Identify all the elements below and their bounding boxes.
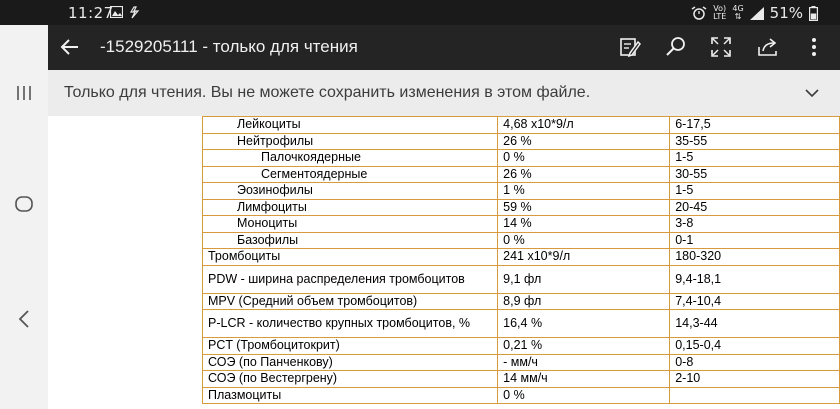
share-icon[interactable] — [756, 35, 780, 59]
test-name-cell: Эозинофилы — [203, 183, 498, 200]
test-reference-cell: 180-320 — [670, 249, 840, 266]
table-row — [203, 232, 840, 249]
more-options-icon[interactable] — [802, 35, 826, 59]
volte-label: Vo) — [713, 4, 727, 13]
test-reference-cell: 1-5 — [670, 183, 840, 200]
test-value-cell: 26 % — [498, 133, 670, 150]
read-only-message: Только для чтения. Вы не можете сохранить изменения в этом файле. — [64, 84, 591, 101]
table-row — [203, 117, 840, 134]
test-value-cell: 0,21 % — [498, 338, 670, 355]
test-reference-cell: 35-55 — [670, 133, 840, 150]
table-row — [203, 166, 840, 183]
test-reference-cell: 6-17,5 — [670, 117, 840, 134]
table-row — [203, 183, 840, 200]
app-toolbar — [48, 25, 840, 70]
search-icon[interactable] — [664, 35, 688, 59]
test-value-cell: 0 % — [498, 232, 670, 249]
test-name-cell: Сегментоядерные — [203, 166, 498, 183]
home-icon — [14, 194, 34, 214]
document-title: -1529205111 - только для чтения — [100, 37, 358, 56]
test-value-cell: 0 % — [498, 150, 670, 167]
table-row — [203, 354, 840, 371]
table-row — [203, 249, 840, 266]
test-reference-cell — [670, 387, 840, 404]
test-reference-cell: 3-8 — [670, 216, 840, 233]
status-bar — [0, 0, 840, 25]
home-button[interactable] — [8, 188, 40, 220]
test-name-cell: Палочкоядерные — [203, 150, 498, 167]
volte-indicator — [713, 5, 726, 21]
table-row — [203, 371, 840, 388]
status-time: 11:27 — [68, 4, 114, 22]
test-name-cell: Тромбоциты — [203, 249, 498, 266]
table-row — [203, 199, 840, 216]
test-value-cell: 0 % — [498, 387, 670, 404]
test-value-cell: 14 мм/ч — [498, 371, 670, 388]
test-name-cell: PDW - ширина распределения тромбоцитов — [203, 265, 498, 293]
test-reference-cell: 30-55 — [670, 166, 840, 183]
system-nav-rail — [0, 25, 48, 409]
status-right — [691, 4, 818, 22]
test-name-cell: Плазмоциты — [203, 387, 498, 404]
test-name-cell: СОЭ (по Панченкову) — [203, 354, 498, 371]
gallery-icon — [110, 6, 123, 18]
network-indicator — [732, 5, 743, 21]
test-reference-cell: 1-5 — [670, 150, 840, 167]
data-arrows-icon: ⇅ — [734, 12, 742, 21]
table-row — [203, 293, 840, 310]
table-row — [203, 133, 840, 150]
network-type-label: 4G — [732, 4, 744, 13]
test-reference-cell: 7,4-10,4 — [670, 293, 840, 310]
test-value-cell: 26 % — [498, 166, 670, 183]
results-table — [202, 116, 840, 404]
test-reference-cell: 2-10 — [670, 371, 840, 388]
back-arrow-icon[interactable] — [58, 35, 82, 59]
table-row — [203, 265, 840, 293]
battery-icon — [809, 6, 818, 21]
test-name-cell: Моноциты — [203, 216, 498, 233]
test-name-cell: Лейкоциты — [203, 117, 498, 134]
test-value-cell: 241 x10*9/л — [498, 249, 670, 266]
table-row — [203, 216, 840, 233]
test-value-cell: 59 % — [498, 199, 670, 216]
battery-percent: 51% — [769, 4, 803, 22]
test-name-cell: Нейтрофилы — [203, 133, 498, 150]
test-reference-cell: 20-45 — [670, 199, 840, 216]
test-value-cell: 4,68 x10*9/л — [498, 117, 670, 134]
test-reference-cell: 0-8 — [670, 354, 840, 371]
lte-label: LTE — [713, 12, 727, 21]
back-nav-icon — [17, 309, 31, 329]
read-only-info-bar — [48, 70, 840, 116]
signal-icon — [750, 7, 764, 20]
test-value-cell: - мм/ч — [498, 354, 670, 371]
test-name-cell: СОЭ (по Вестергрену) — [203, 371, 498, 388]
fullscreen-icon[interactable] — [709, 35, 733, 59]
test-name-cell: PCT (Тромбоцитокрит) — [203, 338, 498, 355]
table-row — [203, 387, 840, 404]
test-value-cell: 16,4 % — [498, 310, 670, 338]
app-notification-icon — [128, 6, 140, 19]
test-reference-cell: 0,15-0,4 — [670, 338, 840, 355]
test-name-cell: Базофилы — [203, 232, 498, 249]
test-name-cell: MPV (Средний объем тромбоцитов) — [203, 293, 498, 310]
test-name-cell: Лимфоциты — [203, 199, 498, 216]
recent-apps-button[interactable] — [8, 77, 40, 109]
test-reference-cell: 9,4-18,1 — [670, 265, 840, 293]
alarm-icon — [691, 6, 707, 20]
test-value-cell: 14 % — [498, 216, 670, 233]
test-reference-cell: 0-1 — [670, 232, 840, 249]
chevron-down-icon[interactable] — [804, 85, 820, 101]
edit-icon[interactable] — [618, 35, 642, 59]
test-value-cell: 1 % — [498, 183, 670, 200]
test-value-cell: 8,9 фл — [498, 293, 670, 310]
table-row — [203, 338, 840, 355]
document-view[interactable] — [48, 116, 840, 409]
test-value-cell: 9,1 фл — [498, 265, 670, 293]
back-nav-button[interactable] — [8, 303, 40, 335]
test-name-cell: P-LCR - количество крупных тромбоцитов, % — [203, 310, 498, 338]
table-row — [203, 150, 840, 167]
test-reference-cell: 14,3-44 — [670, 310, 840, 338]
table-row — [203, 310, 840, 338]
recent-apps-icon — [15, 84, 33, 102]
